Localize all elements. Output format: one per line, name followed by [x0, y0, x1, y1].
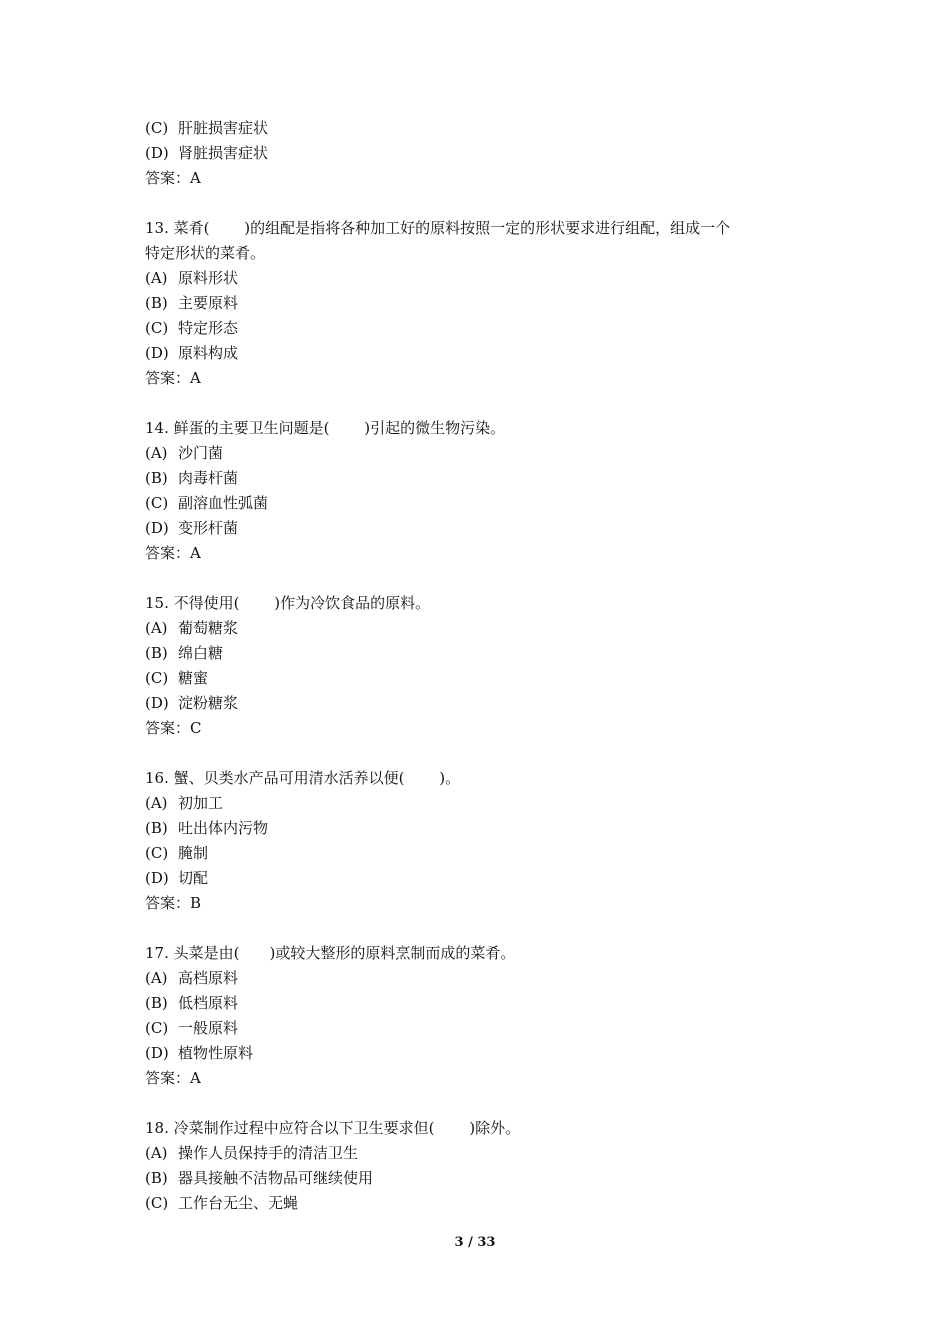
option-b: [145, 816, 825, 841]
question-14: [145, 416, 825, 566]
option-letter: (C): [145, 669, 169, 687]
option-letter: (C): [145, 1019, 169, 1037]
option-d: [145, 691, 825, 716]
option-letter: (A): [145, 794, 168, 812]
option-text: 器具接触不洁物品可继续使用: [178, 1169, 374, 1187]
option-letter: (B): [145, 819, 168, 837]
option-b: [145, 641, 825, 666]
option-d: [145, 341, 825, 366]
question-16: [145, 766, 825, 916]
option-d: [145, 866, 825, 891]
option-letter: (B): [145, 1169, 168, 1187]
answer-line: 答案：A: [145, 369, 201, 387]
option-letter: (D): [145, 694, 169, 712]
spacer: [145, 1091, 825, 1116]
option-b: [145, 466, 825, 491]
option-letter: (A): [145, 269, 168, 287]
option-text: 副溶血性弧菌: [178, 494, 269, 512]
question-stem: 16. 蟹、贝类水产品可用清水活养以便( )。: [145, 769, 461, 787]
option-d: [145, 141, 825, 166]
option-c: [145, 491, 825, 516]
option-text: 肾脏损害症状: [178, 144, 269, 162]
spacer: [145, 741, 825, 766]
option-letter: (C): [145, 1194, 169, 1212]
option-letter: (B): [145, 294, 168, 312]
option-text: 原料构成: [178, 344, 239, 362]
option-text: 操作人员保持手的清洁卫生: [178, 1144, 359, 1162]
question-stem-continued: 特定形状的菜肴。: [145, 244, 266, 262]
option-letter: (C): [145, 844, 169, 862]
option-text: 初加工: [178, 794, 224, 812]
option-text: 沙门菌: [178, 444, 224, 462]
option-letter: (D): [145, 1044, 169, 1062]
option-c: [145, 1191, 825, 1216]
option-c: [145, 316, 825, 341]
option-text: 工作台无尘、无蝇: [178, 1194, 299, 1212]
option-letter: (B): [145, 644, 168, 662]
document-body: [145, 116, 825, 1216]
option-text: 肝脏损害症状: [178, 119, 269, 137]
answer-line: 答案：B: [145, 894, 202, 912]
option-text: 绵白糖: [178, 644, 224, 662]
spacer: [145, 391, 825, 416]
option-letter: (D): [145, 344, 169, 362]
question-13: [145, 216, 825, 391]
option-a: [145, 1141, 825, 1166]
spacer: [145, 566, 825, 591]
option-text: 葡萄糖浆: [178, 619, 239, 637]
option-letter: (A): [145, 1144, 168, 1162]
spacer: [145, 916, 825, 941]
option-a: [145, 791, 825, 816]
option-letter: (D): [145, 144, 169, 162]
option-letter: (B): [145, 469, 168, 487]
option-letter: (C): [145, 494, 169, 512]
option-text: 肉毒杆菌: [178, 469, 239, 487]
question-stem: 18. 冷菜制作过程中应符合以下卫生要求但( )除外。: [145, 1119, 521, 1137]
question-stem: 17. 头菜是由( )或较大整形的原料烹制而成的菜肴。: [145, 944, 516, 962]
question-18: [145, 1116, 825, 1216]
option-a: [145, 441, 825, 466]
option-text: 淀粉糖浆: [178, 694, 239, 712]
option-letter: (A): [145, 444, 168, 462]
option-b: [145, 1166, 825, 1191]
answer-line: 答案：A: [145, 1069, 201, 1087]
option-c: [145, 841, 825, 866]
option-text: 腌制: [178, 844, 209, 862]
option-text: 一般原料: [178, 1019, 239, 1037]
question-stem: 13. 菜肴( )的组配是指将各种加工好的原料按照一定的形状要求进行组配，组成一个: [145, 219, 731, 237]
option-text: 低档原料: [178, 994, 239, 1012]
option-letter: (C): [145, 319, 169, 337]
option-letter: (D): [145, 519, 169, 537]
option-text: 植物性原料: [178, 1044, 254, 1062]
option-letter: (D): [145, 869, 169, 887]
option-letter: (C): [145, 119, 169, 137]
option-text: 糖蜜: [178, 669, 209, 687]
question-stem: 14. 鲜蛋的主要卫生问题是( )引起的微生物污染。: [145, 419, 506, 437]
option-a: [145, 266, 825, 291]
question-continued: [145, 116, 825, 191]
answer-line: 答案：C: [145, 719, 202, 737]
option-text: 切配: [178, 869, 209, 887]
option-text: 变形杆菌: [178, 519, 239, 537]
option-text: 主要原料: [178, 294, 239, 312]
option-d: [145, 1041, 825, 1066]
page-number: 3 / 33: [454, 1235, 496, 1250]
option-a: [145, 616, 825, 641]
option-b: [145, 291, 825, 316]
option-letter: (B): [145, 994, 168, 1012]
question-stem: 15. 不得使用( )作为冷饮食品的原料。: [145, 594, 431, 612]
option-letter: (A): [145, 969, 168, 987]
option-text: 高档原料: [178, 969, 239, 987]
option-text: 原料形状: [178, 269, 239, 287]
option-c: [145, 1016, 825, 1041]
answer-line: 答案：A: [145, 544, 201, 562]
question-15: [145, 591, 825, 741]
option-b: [145, 991, 825, 1016]
question-17: [145, 941, 825, 1091]
option-letter: (A): [145, 619, 168, 637]
answer-line: 答案：A: [145, 169, 201, 187]
option-text: 特定形态: [178, 319, 239, 337]
spacer: [145, 191, 825, 216]
option-a: [145, 966, 825, 991]
option-text: 吐出体内污物: [178, 819, 269, 837]
option-c: [145, 666, 825, 691]
option-c: [145, 116, 825, 141]
option-d: [145, 516, 825, 541]
